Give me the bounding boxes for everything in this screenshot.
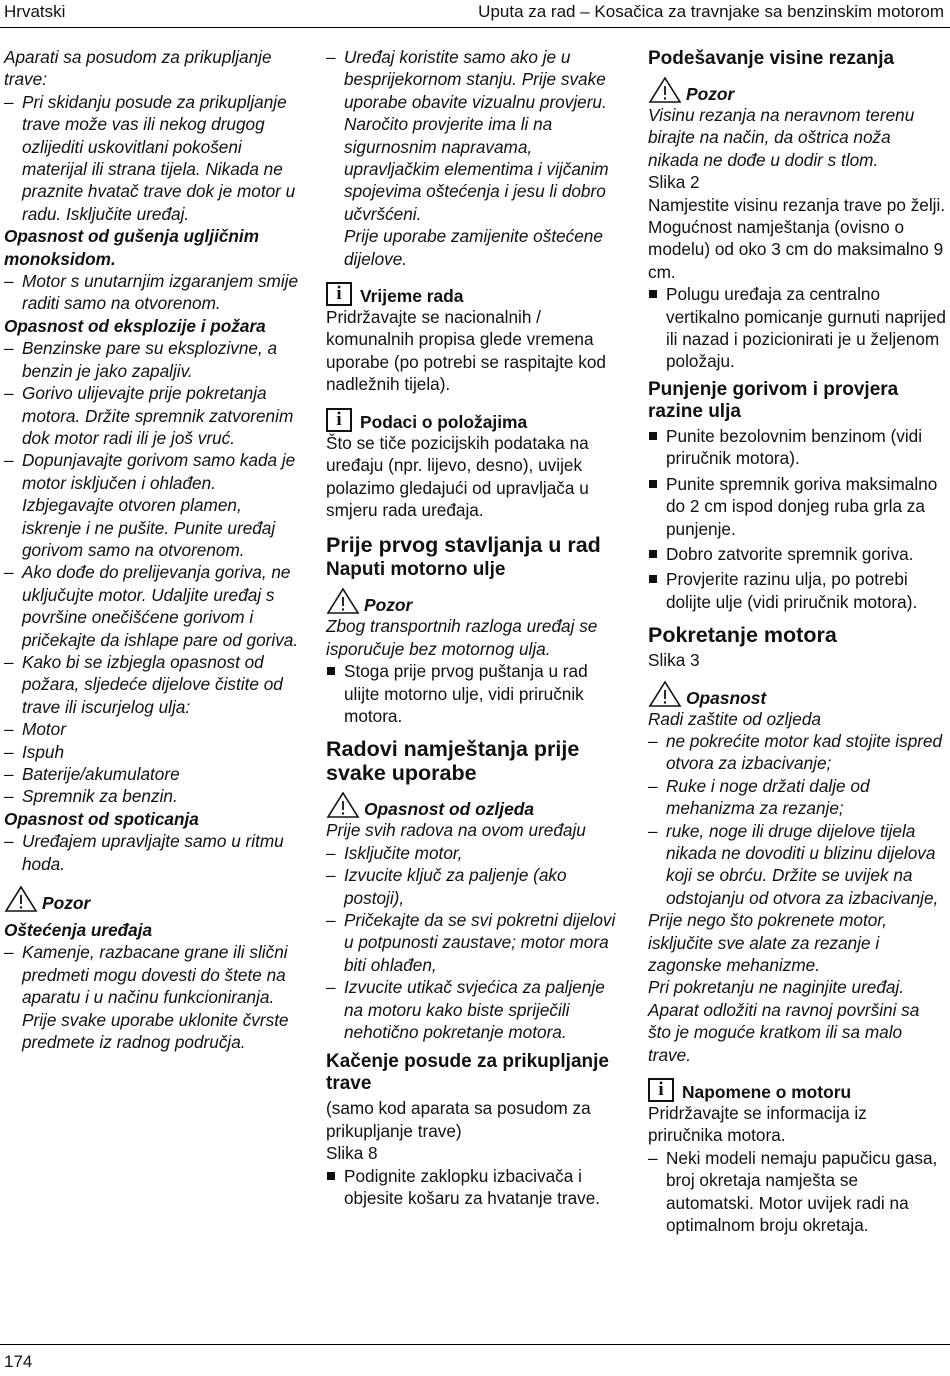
clean-item: – Motor xyxy=(4,718,304,740)
warning-triangle-icon xyxy=(648,76,682,104)
fire-danger-heading: Opasnost od eksplozije i požara xyxy=(4,315,266,336)
fuel-item: Punite bezolovnim benzinom (vidi priručnik motora). xyxy=(648,425,946,470)
motor-notes-notice xyxy=(648,1078,946,1102)
cut-height-range: Mogućnost namještanja (ovisno o modelu) od oko 3 cm do maksimalno 9 cm. xyxy=(648,217,944,282)
pozor-notice xyxy=(648,76,946,104)
pozor-notice xyxy=(4,885,304,913)
oil-heading: Naputi motorno ulje xyxy=(326,559,506,581)
work-time-text: Pridržavajte se nacionalnih / komunalnih propisa glede vremena uporabe (po potrebi se raspitajte kod nadležnih tijela). xyxy=(326,307,606,395)
condition-item-cont: Prije uporabe zamijenite oštećene dijelove. xyxy=(344,226,603,269)
fire-item: – Gorivo ulijevajte prije pokretanja motora. Držite spremnik zatvorenim dok motor radi ili je još vruć. xyxy=(4,382,304,449)
injury-item: – Izvucite utikač svjećica za paljenje na motoru kako biste spriječili nehotično pokretanje motora. xyxy=(326,976,626,1043)
cut-height-heading: Podešavanje visine rezanja xyxy=(648,48,895,69)
pozor-label: Pozor xyxy=(686,84,735,104)
column-3 xyxy=(648,46,946,1236)
header-title: Uputa za rad – Kosačica za travnjake sa benzinskim motorom xyxy=(478,2,944,21)
injury-text: Prije svih radova na ovom uređaju xyxy=(326,820,586,841)
clean-item: – Ispuh xyxy=(4,741,304,763)
pozor-label: Pozor xyxy=(42,893,91,914)
danger-text: Radi zaštite od ozljeda xyxy=(648,708,821,729)
warning-triangle-icon xyxy=(326,587,360,615)
hang-note: (samo kod aparata sa posudom za prikupljanje trave) xyxy=(326,1098,591,1141)
danger-notice xyxy=(648,680,946,708)
column-2 xyxy=(326,46,626,1212)
pozor-label: Pozor xyxy=(364,595,413,616)
first-use-heading: Prije prvog stavljanja u rad xyxy=(326,533,601,558)
fuel-heading: Punjenje gorivom i provjera razine ulja xyxy=(648,378,899,422)
injury-label: Opasnost od ozljeda xyxy=(364,799,535,820)
warning-triangle-icon xyxy=(4,885,38,913)
pozor-notice xyxy=(326,587,626,615)
fire-item: – Ako dođe do prelijevanja goriva, ne uključujte motor. Udaljite uređaj s površine onečišćene gorivom i pričekajte da ishlape pare od goriva. xyxy=(4,561,304,651)
danger-after-text: Prije nego što pokrenete motor, isključite sve alate za rezanje i zagonske mehanizme. xyxy=(648,910,887,975)
trip-item: – Uređajem upravljajte samo u ritmu hoda. xyxy=(4,830,304,875)
start-heading: Pokretanje motora xyxy=(648,623,837,648)
clean-item: – Spremnik za benzin. xyxy=(4,785,304,807)
cut-height-item: Polugu uređaja za centralno vertikalno pomicanje gurnuti naprijed ili nazad i pozicionirati je u željenom položaju. xyxy=(648,283,946,373)
position-label: Podaci o položajima xyxy=(360,411,528,432)
danger-item: – ruke, noge ili druge dijelove tijela nikada ne dovoditi u blizinu dijelova koji se obrću. Držite se uvijek na odstojanju od otvora za izbacivanje, xyxy=(648,820,946,910)
danger-item: – ne pokrećite motor kad stojite ispred otvora za izbacivanje; xyxy=(648,730,946,775)
fuel-item: Provjerite razinu ulja, po potrebi dolijte ulje (vidi priručnik motora). xyxy=(648,568,946,613)
setup-heading: Radovi namještanja prije svake uporabe xyxy=(326,737,580,786)
collector-intro: Aparati sa posudom za prikupljanje trave: xyxy=(4,47,272,90)
fuel-item: Dobro zatvorite spremnik goriva. xyxy=(648,543,946,565)
info-i-icon: i xyxy=(326,282,352,306)
header-language: Hrvatski xyxy=(4,2,66,21)
injury-item: – Izvucite ključ za paljenje (ako postoji), xyxy=(326,864,626,909)
co-danger-heading: Opasnost od gušenja ugljičnim monoksidom. xyxy=(4,226,259,269)
injury-item: – Pričekajte da se svi pokretni dijelovi u potpunosti zaustave; motor mora biti ohlađen, xyxy=(326,909,626,976)
fuel-item: Punite spremnik goriva maksimalno do 2 cm ispod donjeg ruba grla za punjenje. xyxy=(648,473,946,540)
danger-after-text: Pri pokretanju ne naginjite uređaj. Aparat odložiti na ravnoj površini sa što je moguće kratkom ili sa malo trave. xyxy=(648,977,920,1065)
position-text: Što se tiče pozicijskih podataka na uređaju (npr. lijevo, desno), uvijek polazimo gledajući od upravljača u smjeru rada uređaja. xyxy=(326,432,589,520)
header-rule xyxy=(0,27,950,28)
start-figure-ref: Slika 3 xyxy=(648,650,700,671)
pozor-text: Zbog transportnih razloga uređaj se isporučuje bez motornog ulja. xyxy=(326,616,598,659)
trip-danger-heading: Opasnost od spoticanja xyxy=(4,808,199,829)
damage-heading: Oštećenja uređaja xyxy=(4,920,153,941)
condition-item: – Uređaj koristite samo ako je u besprijekornom stanju. Prije svake uporabe obavite vizualnu provjeru. Naročito provjerite ima li na sigurnosnim napravama, upravljačkim elementima i vijčanim spojevima oštećenja i jesu li dobro učvršćeni. xyxy=(326,46,626,225)
danger-label: Opasnost xyxy=(686,687,767,708)
work-time-notice xyxy=(326,282,626,306)
cut-height-figure-ref: Slika 2 xyxy=(648,172,700,193)
page-header xyxy=(0,0,950,28)
page-number: 174 xyxy=(4,1352,33,1371)
warning-triangle-icon xyxy=(326,791,360,819)
warning-triangle-icon xyxy=(648,680,682,708)
fire-item: – Benzinske pare su eksplozivne, a benzin je jako zapaljiv. xyxy=(4,337,304,382)
collector-warning-item: – Pri skidanju posude za prikupljanje trave može vas ili nekog drugog ozlijediti uskovitlani pokošeni materijal ili strana tijela. Nikada ne praznite hvatač trave dok je motor u radu. Isključite uređaj. xyxy=(4,91,304,225)
clean-item: – Baterije/akumulatore xyxy=(4,763,304,785)
hang-figure-ref: Slika 8 xyxy=(326,1143,378,1164)
injury-item: – Isključite motor, xyxy=(326,842,626,864)
motor-notes-label: Napomene o motoru xyxy=(682,1082,852,1103)
fire-item: – Kako bi se izbjegla opasnost od požara, sljedeće dijelove čistite od trave ili iscurjelog ulja: xyxy=(4,651,304,718)
damage-item: – Kamenje, razbacane grane ili slični predmeti mogu dovesti do štete na aparatu i u načinu funkcioniranja. Prije svake uporabe uklonite čvrste predmete iz radnog područja. xyxy=(4,941,304,1053)
motor-notes-text: Pridržavajte se informacija iz priručnika motora. xyxy=(648,1103,867,1146)
work-time-label: Vrijeme rada xyxy=(360,286,464,307)
pozor-text: Visinu rezanja na neravnom terenu birajte na način, da oštrica noža nikada ne dođe u dodir s tlom. xyxy=(648,105,915,170)
info-i-icon: i xyxy=(648,1078,674,1102)
fire-item: – Dopunjavajte gorivom samo kada je motor isključen i ohlađen. Izbjegavajte otvoren plamen, iskrenje i ne pušite. Punite uređaj gorivom samo na otvorenom. xyxy=(4,449,304,561)
position-notice xyxy=(326,408,626,432)
footer-rule xyxy=(0,1344,950,1345)
hang-heading: Kačenje posude za prikupljanje trave xyxy=(326,1051,609,1095)
cut-height-text: Namjestite visinu rezanja trave po želji. xyxy=(648,194,946,215)
column-1 xyxy=(4,46,304,1053)
oil-item: Stoga prije prvog puštanja u rad ulijte motorno ulje, vidi priručnik motora. xyxy=(326,660,626,727)
info-i-icon: i xyxy=(326,408,352,432)
co-danger-item: – Motor s unutarnjim izgaranjem smije raditi samo na otvorenom. xyxy=(4,270,304,315)
motor-notes-item: – Neki modeli nemaju papučicu gasa, broj okretaja namješta se automatski. Motor uvijek radi na optimalnom broju okretaja. xyxy=(648,1147,946,1237)
hang-item: Podignite zaklopku izbacivača i objesite košaru za hvatanje trave. xyxy=(326,1165,626,1210)
injury-notice xyxy=(326,791,626,819)
danger-item: – Ruke i noge držati dalje od mehanizma za rezanje; xyxy=(648,775,946,820)
